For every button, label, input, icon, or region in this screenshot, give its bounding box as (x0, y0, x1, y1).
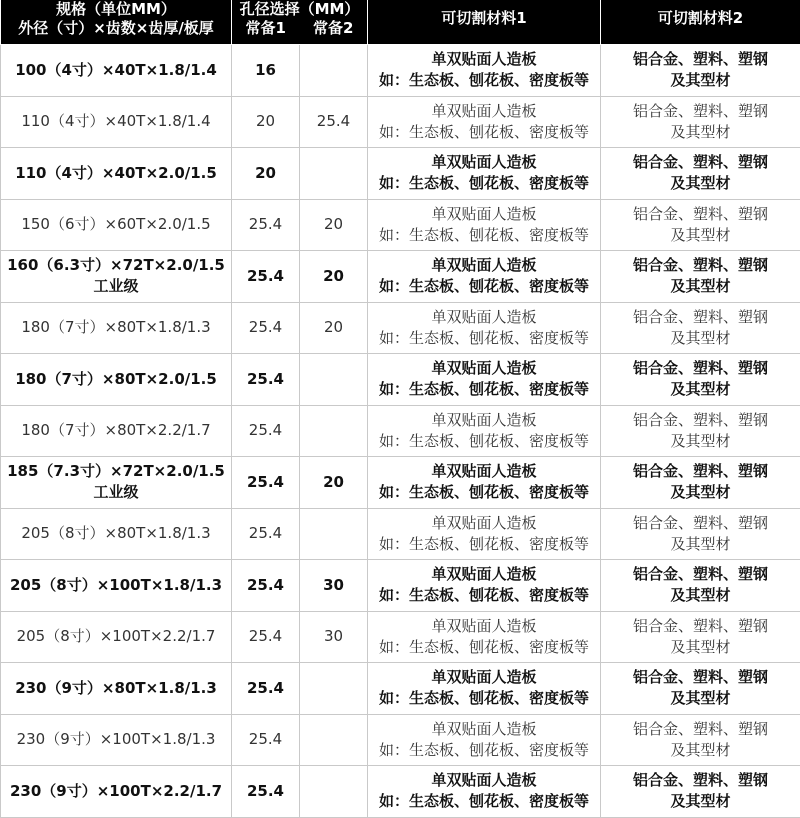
spec-cell (1, 611, 232, 663)
table-row (1, 508, 800, 560)
material1-cell (368, 663, 601, 715)
bore2-cell: 20 (300, 199, 368, 251)
material2-cell-line: 铝合金、塑料、塑钢 (603, 255, 798, 276)
bore1-cell: 25.4 (232, 663, 300, 715)
spec-cell-line: 100（4寸）×40T×1.8/1.4 (3, 60, 229, 81)
spec-cell (1, 354, 232, 406)
material2-cell-line: 铝合金、塑料、塑钢 (603, 719, 798, 740)
material2-cell-line: 及其型材 (603, 585, 798, 606)
header-bore-sub (232, 19, 367, 38)
spec-cell (1, 714, 232, 766)
header-material2: 可切割材料2 (601, 0, 800, 45)
material1-cell-line: 单双贴面人造板 (370, 667, 598, 688)
bore1-cell: 25.4 (232, 354, 300, 406)
header-material1: 可切割材料1 (368, 0, 601, 45)
spec-cell (1, 251, 232, 303)
spec-cell-line: 205（8寸）×80T×1.8/1.3 (3, 523, 229, 544)
material2-cell-line: 铝合金、塑料、塑钢 (603, 667, 798, 688)
table-row (1, 457, 800, 509)
material2-cell (601, 354, 800, 406)
material2-cell (601, 766, 800, 818)
material2-cell-line: 铝合金、塑料、塑钢 (603, 564, 798, 585)
material2-cell-line: 铝合金、塑料、塑钢 (603, 770, 798, 791)
material2-cell-line: 及其型材 (603, 225, 798, 246)
spec-cell (1, 302, 232, 354)
bore2-cell: 25.4 (300, 96, 368, 148)
material1-cell-line: 单双贴面人造板 (370, 307, 598, 328)
spec-cell-line: 工业级 (3, 276, 229, 297)
bore2-cell: 30 (300, 560, 368, 612)
material2-cell-line: 及其型材 (603, 740, 798, 761)
spec-cell-line: 180（7寸）×80T×2.2/1.7 (3, 420, 229, 441)
spec-cell (1, 405, 232, 457)
material1-cell-line: 单双贴面人造板 (370, 410, 598, 431)
material1-cell (368, 405, 601, 457)
material1-cell-line: 单双贴面人造板 (370, 770, 598, 791)
material1-cell-line: 如：生态板、刨花板、密度板等 (370, 688, 598, 709)
table-row (1, 354, 800, 406)
material2-cell-line: 及其型材 (603, 173, 798, 194)
material2-cell (601, 663, 800, 715)
table-body (1, 45, 800, 818)
bore2-cell (300, 148, 368, 200)
bore1-cell: 25.4 (232, 766, 300, 818)
material1-cell-line: 如：生态板、刨花板、密度板等 (370, 70, 598, 91)
material1-cell-line: 如：生态板、刨花板、密度板等 (370, 225, 598, 246)
header-bore (232, 0, 368, 45)
material2-cell-line: 铝合金、塑料、塑钢 (603, 101, 798, 122)
bore1-cell: 25.4 (232, 508, 300, 560)
spec-cell (1, 96, 232, 148)
material2-cell-line: 及其型材 (603, 534, 798, 555)
table-row (1, 251, 800, 303)
spec-cell-line: 185（7.3寸）×72T×2.0/1.5 (3, 461, 229, 482)
bore2-cell (300, 354, 368, 406)
bore1-cell: 25.4 (232, 199, 300, 251)
material2-cell-line: 铝合金、塑料、塑钢 (603, 513, 798, 534)
spec-cell-line: 工业级 (3, 482, 229, 503)
material2-cell-line: 及其型材 (603, 637, 798, 658)
material1-cell (368, 199, 601, 251)
material1-cell-line: 单双贴面人造板 (370, 204, 598, 225)
material2-cell (601, 251, 800, 303)
material1-cell-line: 如：生态板、刨花板、密度板等 (370, 379, 598, 400)
material2-cell (601, 199, 800, 251)
bore1-cell: 25.4 (232, 405, 300, 457)
spec-cell-line: 110（4寸）×40T×1.8/1.4 (3, 111, 229, 132)
bore2-cell: 20 (300, 251, 368, 303)
material2-cell (601, 302, 800, 354)
spec-cell-line: 110（4寸）×40T×2.0/1.5 (3, 163, 229, 184)
table-row (1, 148, 800, 200)
table-header (1, 0, 800, 45)
material1-cell (368, 96, 601, 148)
material1-cell-line: 如：生态板、刨花板、密度板等 (370, 637, 598, 658)
bore1-cell: 25.4 (232, 714, 300, 766)
material1-cell (368, 148, 601, 200)
material1-cell-line: 单双贴面人造板 (370, 461, 598, 482)
material2-cell-line: 及其型材 (603, 379, 798, 400)
spec-cell-line: 230（9寸）×100T×2.2/1.7 (3, 781, 229, 802)
material1-cell-line: 单双贴面人造板 (370, 255, 598, 276)
spec-cell (1, 560, 232, 612)
material1-cell-line: 如：生态板、刨花板、密度板等 (370, 122, 598, 143)
material1-cell (368, 302, 601, 354)
spec-cell-line: 230（9寸）×80T×1.8/1.3 (3, 678, 229, 699)
table-row (1, 611, 800, 663)
material2-cell (601, 405, 800, 457)
material1-cell-line: 如：生态板、刨花板、密度板等 (370, 276, 598, 297)
material1-cell (368, 508, 601, 560)
material1-cell (368, 714, 601, 766)
material2-cell-line: 及其型材 (603, 122, 798, 143)
spec-cell-line: 150（6寸）×60T×2.0/1.5 (3, 214, 229, 235)
table-row (1, 714, 800, 766)
bore1-cell: 25.4 (232, 251, 300, 303)
material2-cell (601, 611, 800, 663)
material2-cell-line: 铝合金、塑料、塑钢 (603, 204, 798, 225)
material1-cell-line: 如：生态板、刨花板、密度板等 (370, 534, 598, 555)
material2-cell-line: 铝合金、塑料、塑钢 (603, 152, 798, 173)
header-bore-std2: 常备2 (313, 19, 353, 38)
material2-cell-line: 及其型材 (603, 431, 798, 452)
header-spec-line1: 规格（单位MM） (1, 0, 231, 19)
header-spec (1, 0, 232, 45)
spec-cell (1, 663, 232, 715)
material1-cell-line: 单双贴面人造板 (370, 513, 598, 534)
spec-cell (1, 199, 232, 251)
material1-cell-line: 如：生态板、刨花板、密度板等 (370, 173, 598, 194)
bore1-cell: 25.4 (232, 302, 300, 354)
spec-cell (1, 508, 232, 560)
table-row (1, 96, 800, 148)
bore2-cell (300, 663, 368, 715)
material2-cell-line: 及其型材 (603, 328, 798, 349)
table-row (1, 45, 800, 97)
material2-cell (601, 457, 800, 509)
spec-cell-line: 205（8寸）×100T×2.2/1.7 (3, 626, 229, 647)
header-bore-title: 孔径选择（MM） (232, 0, 367, 19)
material1-cell-line: 单双贴面人造板 (370, 101, 598, 122)
spec-cell-line: 160（6.3寸）×72T×2.0/1.5 (3, 255, 229, 276)
material2-cell (601, 560, 800, 612)
material1-cell-line: 单双贴面人造板 (370, 719, 598, 740)
material1-cell-line: 单双贴面人造板 (370, 152, 598, 173)
material2-cell-line: 铝合金、塑料、塑钢 (603, 49, 798, 70)
material2-cell-line: 及其型材 (603, 688, 798, 709)
bore1-cell: 25.4 (232, 560, 300, 612)
bore2-cell: 30 (300, 611, 368, 663)
material1-cell-line: 单双贴面人造板 (370, 358, 598, 379)
spec-cell (1, 457, 232, 509)
spec-cell-line: 180（7寸）×80T×2.0/1.5 (3, 369, 229, 390)
spec-cell (1, 148, 232, 200)
material2-cell-line: 及其型材 (603, 482, 798, 503)
table-row (1, 766, 800, 818)
material2-cell (601, 96, 800, 148)
material1-cell (368, 251, 601, 303)
material1-cell (368, 457, 601, 509)
bore2-cell: 20 (300, 302, 368, 354)
material2-cell (601, 45, 800, 97)
header-spec-line2: 外径（寸）×齿数×齿厚/板厚 (1, 19, 231, 38)
bore2-cell (300, 45, 368, 97)
table-row (1, 663, 800, 715)
material1-cell (368, 45, 601, 97)
bore1-cell: 16 (232, 45, 300, 97)
bore1-cell: 20 (232, 148, 300, 200)
spec-cell (1, 45, 232, 97)
material2-cell-line: 及其型材 (603, 70, 798, 91)
bore2-cell (300, 508, 368, 560)
material1-cell-line: 单双贴面人造板 (370, 564, 598, 585)
material1-cell-line: 如：生态板、刨花板、密度板等 (370, 328, 598, 349)
material2-cell (601, 148, 800, 200)
material1-cell-line: 如：生态板、刨花板、密度板等 (370, 791, 598, 812)
material1-cell (368, 560, 601, 612)
spec-cell-line: 205（8寸）×100T×1.8/1.3 (3, 575, 229, 596)
material2-cell (601, 714, 800, 766)
material1-cell (368, 611, 601, 663)
material1-cell-line: 单双贴面人造板 (370, 49, 598, 70)
table-row (1, 199, 800, 251)
material2-cell-line: 铝合金、塑料、塑钢 (603, 307, 798, 328)
material2-cell-line: 及其型材 (603, 791, 798, 812)
material2-cell-line: 及其型材 (603, 276, 798, 297)
bore2-cell (300, 405, 368, 457)
bore1-cell: 25.4 (232, 457, 300, 509)
material1-cell-line: 如：生态板、刨花板、密度板等 (370, 431, 598, 452)
bore2-cell: 20 (300, 457, 368, 509)
bore2-cell (300, 766, 368, 818)
bore1-cell: 25.4 (232, 611, 300, 663)
material2-cell-line: 铝合金、塑料、塑钢 (603, 358, 798, 379)
material1-cell-line: 单双贴面人造板 (370, 616, 598, 637)
material1-cell-line: 如：生态板、刨花板、密度板等 (370, 585, 598, 606)
material1-cell (368, 354, 601, 406)
material1-cell-line: 如：生态板、刨花板、密度板等 (370, 482, 598, 503)
material2-cell (601, 508, 800, 560)
bore1-cell: 20 (232, 96, 300, 148)
table-row (1, 405, 800, 457)
material2-cell-line: 铝合金、塑料、塑钢 (603, 616, 798, 637)
material1-cell-line: 如：生态板、刨花板、密度板等 (370, 740, 598, 761)
spec-cell (1, 766, 232, 818)
bore2-cell (300, 714, 368, 766)
spec-cell-line: 180（7寸）×80T×1.8/1.3 (3, 317, 229, 338)
table-row (1, 560, 800, 612)
material2-cell-line: 铝合金、塑料、塑钢 (603, 461, 798, 482)
header-bore-std1: 常备1 (246, 19, 286, 38)
table-row (1, 302, 800, 354)
material1-cell (368, 766, 601, 818)
material2-cell-line: 铝合金、塑料、塑钢 (603, 410, 798, 431)
spec-cell-line: 230（9寸）×100T×1.8/1.3 (3, 729, 229, 750)
